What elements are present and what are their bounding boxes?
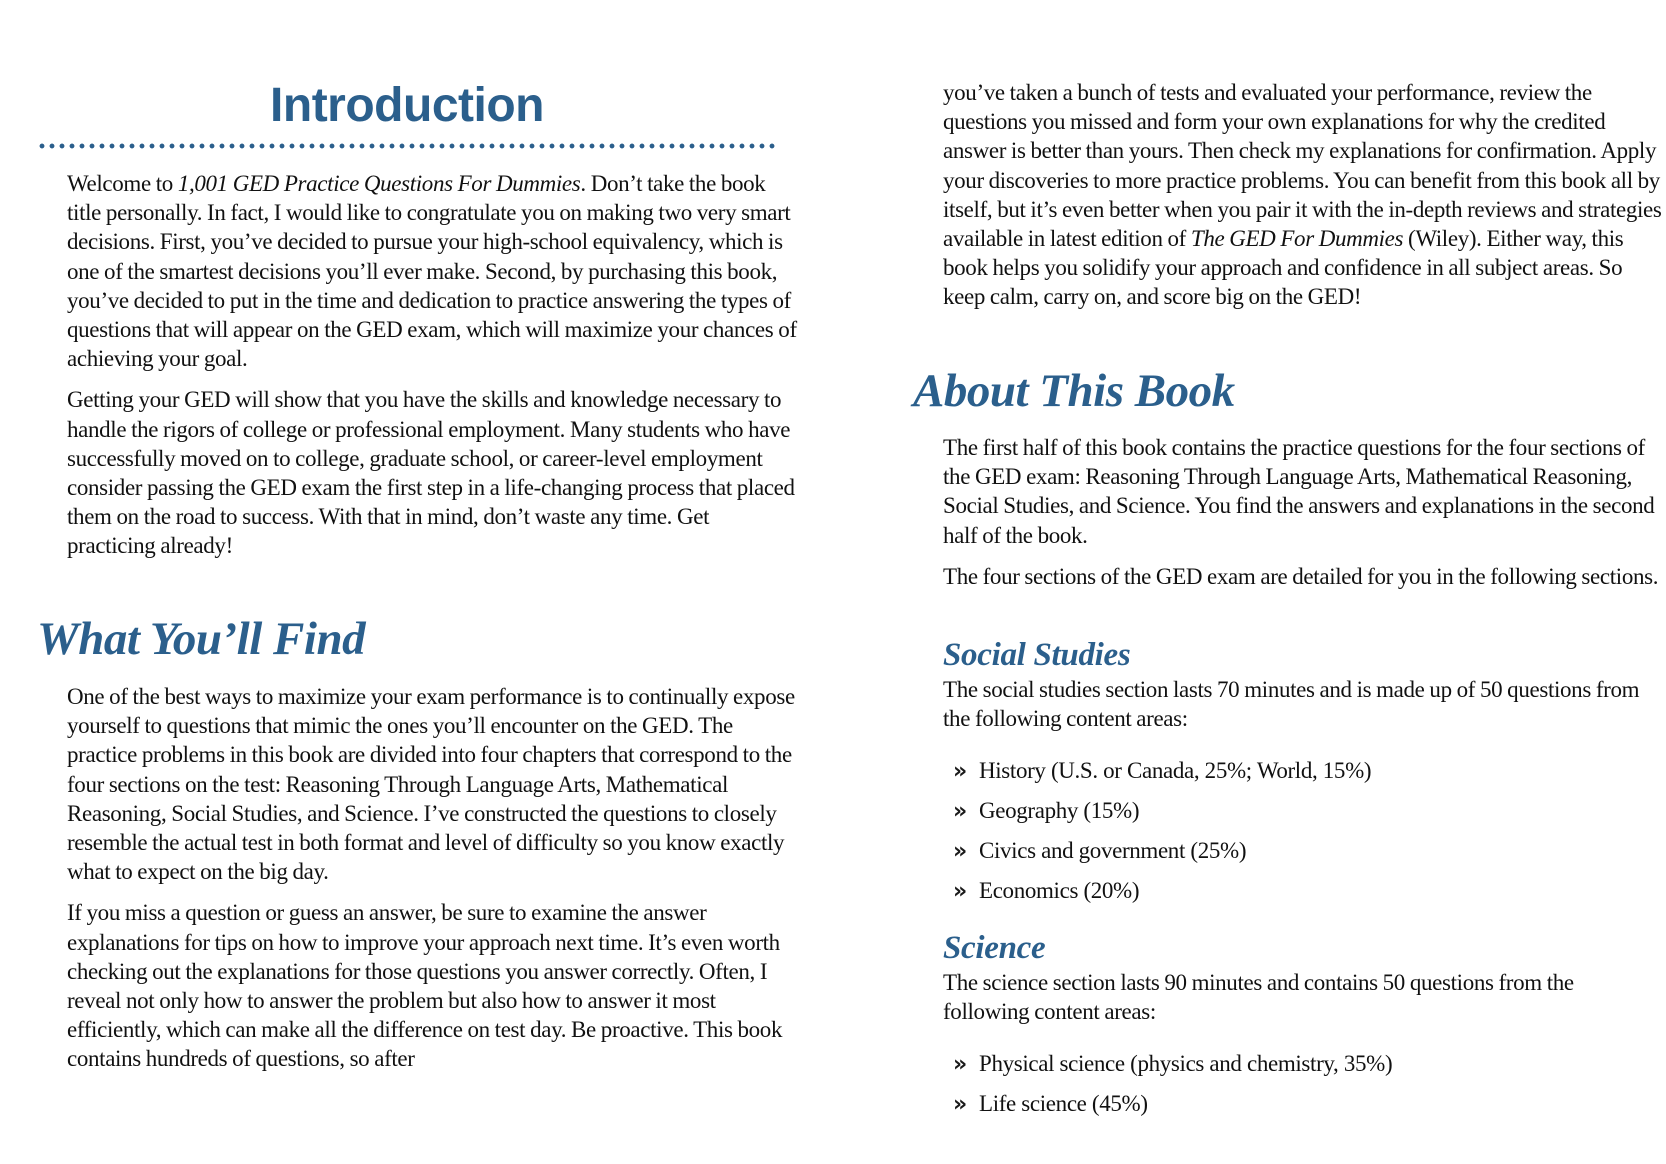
science-list <box>953 1044 1663 1124</box>
what-youll-find-paragraph-1: One of the best ways to maximize your exam performance is to continually expose yourself to questions that mimic the ones you’ll encounter on the GED. The practice problems in this book are divided into four chapters that correspond to the four sections on the test: Reasoning Through Language Arts, Mathematical Reasoning, Social Studies, and Science. I’ve constructed the questions to closely resemble the actual test in both format and level of difficulty so you know exactly what to expect on the big day. <box>67 684 795 885</box>
double-chevron-right-icon: » <box>953 759 967 785</box>
double-chevron-right-icon: » <box>953 839 967 865</box>
list-item-text: Geography (15%) <box>979 798 1140 824</box>
chapter-title: Introduction <box>270 79 544 132</box>
what-youll-find-heading: What You’ll Find <box>37 613 366 665</box>
double-chevron-right-icon: » <box>953 879 967 905</box>
intro-paragraph-1 <box>67 169 797 373</box>
double-chevron-right-icon: » <box>953 799 967 825</box>
social-studies-heading: Social Studies <box>943 637 1131 673</box>
social-studies-section <box>943 675 1663 911</box>
double-chevron-right-icon: » <box>953 1052 967 1078</box>
intro-p1-text-start: Welcome to <box>67 171 178 196</box>
about-this-book-heading: About This Book <box>913 365 1235 417</box>
list-item <box>953 871 1663 911</box>
list-item <box>953 751 1663 791</box>
intro-section <box>67 169 797 561</box>
about-paragraph-2: The four sections of the GED exam are detailed for you in the following sections. <box>943 563 1659 589</box>
list-item-text: Life science (45%) <box>979 1091 1148 1117</box>
list-item-text: Physical science (physics and chemistry, 35%) <box>979 1051 1393 1077</box>
double-chevron-right-icon: » <box>953 1092 967 1118</box>
what-youll-find-section <box>67 682 797 1074</box>
continued-paragraph-section <box>943 78 1663 312</box>
social-studies-description: The social studies section lasts 70 minutes and is made up of 50 questions from the following content areas: <box>943 677 1640 732</box>
what-youll-find-paragraph-2: If you miss a question or guess an answer, be sure to examine the answer explanations for tips on how to improve your approach next time. It’s even worth checking out the explanations for those questions you answer correctly. Often, I reveal not only how to answer the problem but also how to answer it most efficiently, which can make all the difference on test day. Be proactive. This book contains hundreds of questions, so after <box>67 900 783 1072</box>
science-heading: Science <box>943 930 1046 966</box>
list-item-text: History (U.S. or Canada, 25%; World, 15%) <box>979 758 1372 784</box>
continued-text-start: you’ve taken a bunch of tests and evaluated your performance, review the questions you missed and form your own explanations for why the credited answer is better than yours. Then check my explanations for confirmation. Apply your discoveries to more practice problems. You can benefit from this book all by itself, but it’s even better when you pair it with the in-depth reviews and strategies available in latest edition of <box>943 80 1662 252</box>
ged-for-dummies-title-italic: The GED For Dummies <box>1190 226 1404 252</box>
about-paragraph-1: The first half of this book contains the practice questions for the four sections of the GED exam: Reasoning Through Language Arts, Mathematical Reasoning, Social Studies, and Science. You find the answers and explanations in the second half of the book. <box>943 435 1655 548</box>
list-item <box>953 1044 1663 1084</box>
social-studies-list <box>953 751 1663 911</box>
list-item <box>953 1084 1663 1124</box>
dotted-divider <box>37 143 779 149</box>
continued-paragraph <box>943 78 1663 312</box>
science-section <box>943 968 1663 1124</box>
science-description: The science section lasts 90 minutes and contains 50 questions from the following content areas: <box>943 970 1574 1025</box>
continued-text-end: (Wiley). Either way, this book helps you solidify your approach and confidence in all subject areas. So keep calm, carry on, and score big on the GED! <box>943 226 1624 310</box>
list-item-text: Civics and government (25%) <box>979 838 1247 864</box>
list-item <box>953 831 1663 871</box>
book-title-italic: 1,001 GED Practice Questions For Dummies <box>177 171 581 196</box>
intro-paragraph-2: Getting your GED will show that you have the skills and knowledge necessary to handle the rigors of college or professional employment. Many students who have successfully moved on to college, graduate school, or career-level employment consider passing the GED exam the first step in a life-changing process that placed them on the road to success. With that in mind, don’t waste any time. Get practicing already! <box>67 387 795 559</box>
about-section <box>943 433 1663 591</box>
list-item-text: Economics (20%) <box>979 878 1140 904</box>
intro-p1-text-end: . Don’t take the book title personally. In fact, I would like to congratulate you on making two very smart decisions. First, you’ve decided to pursue your high-school equivalency, which is one of the smartest decisions you’ll ever make. Second, by purchasing this book, you’ve decided to put in the time and dedication to practice answering the types of questions that will appear on the GED exam, which will maximize your chances of achieving your goal. <box>67 171 797 372</box>
list-item <box>953 791 1663 831</box>
